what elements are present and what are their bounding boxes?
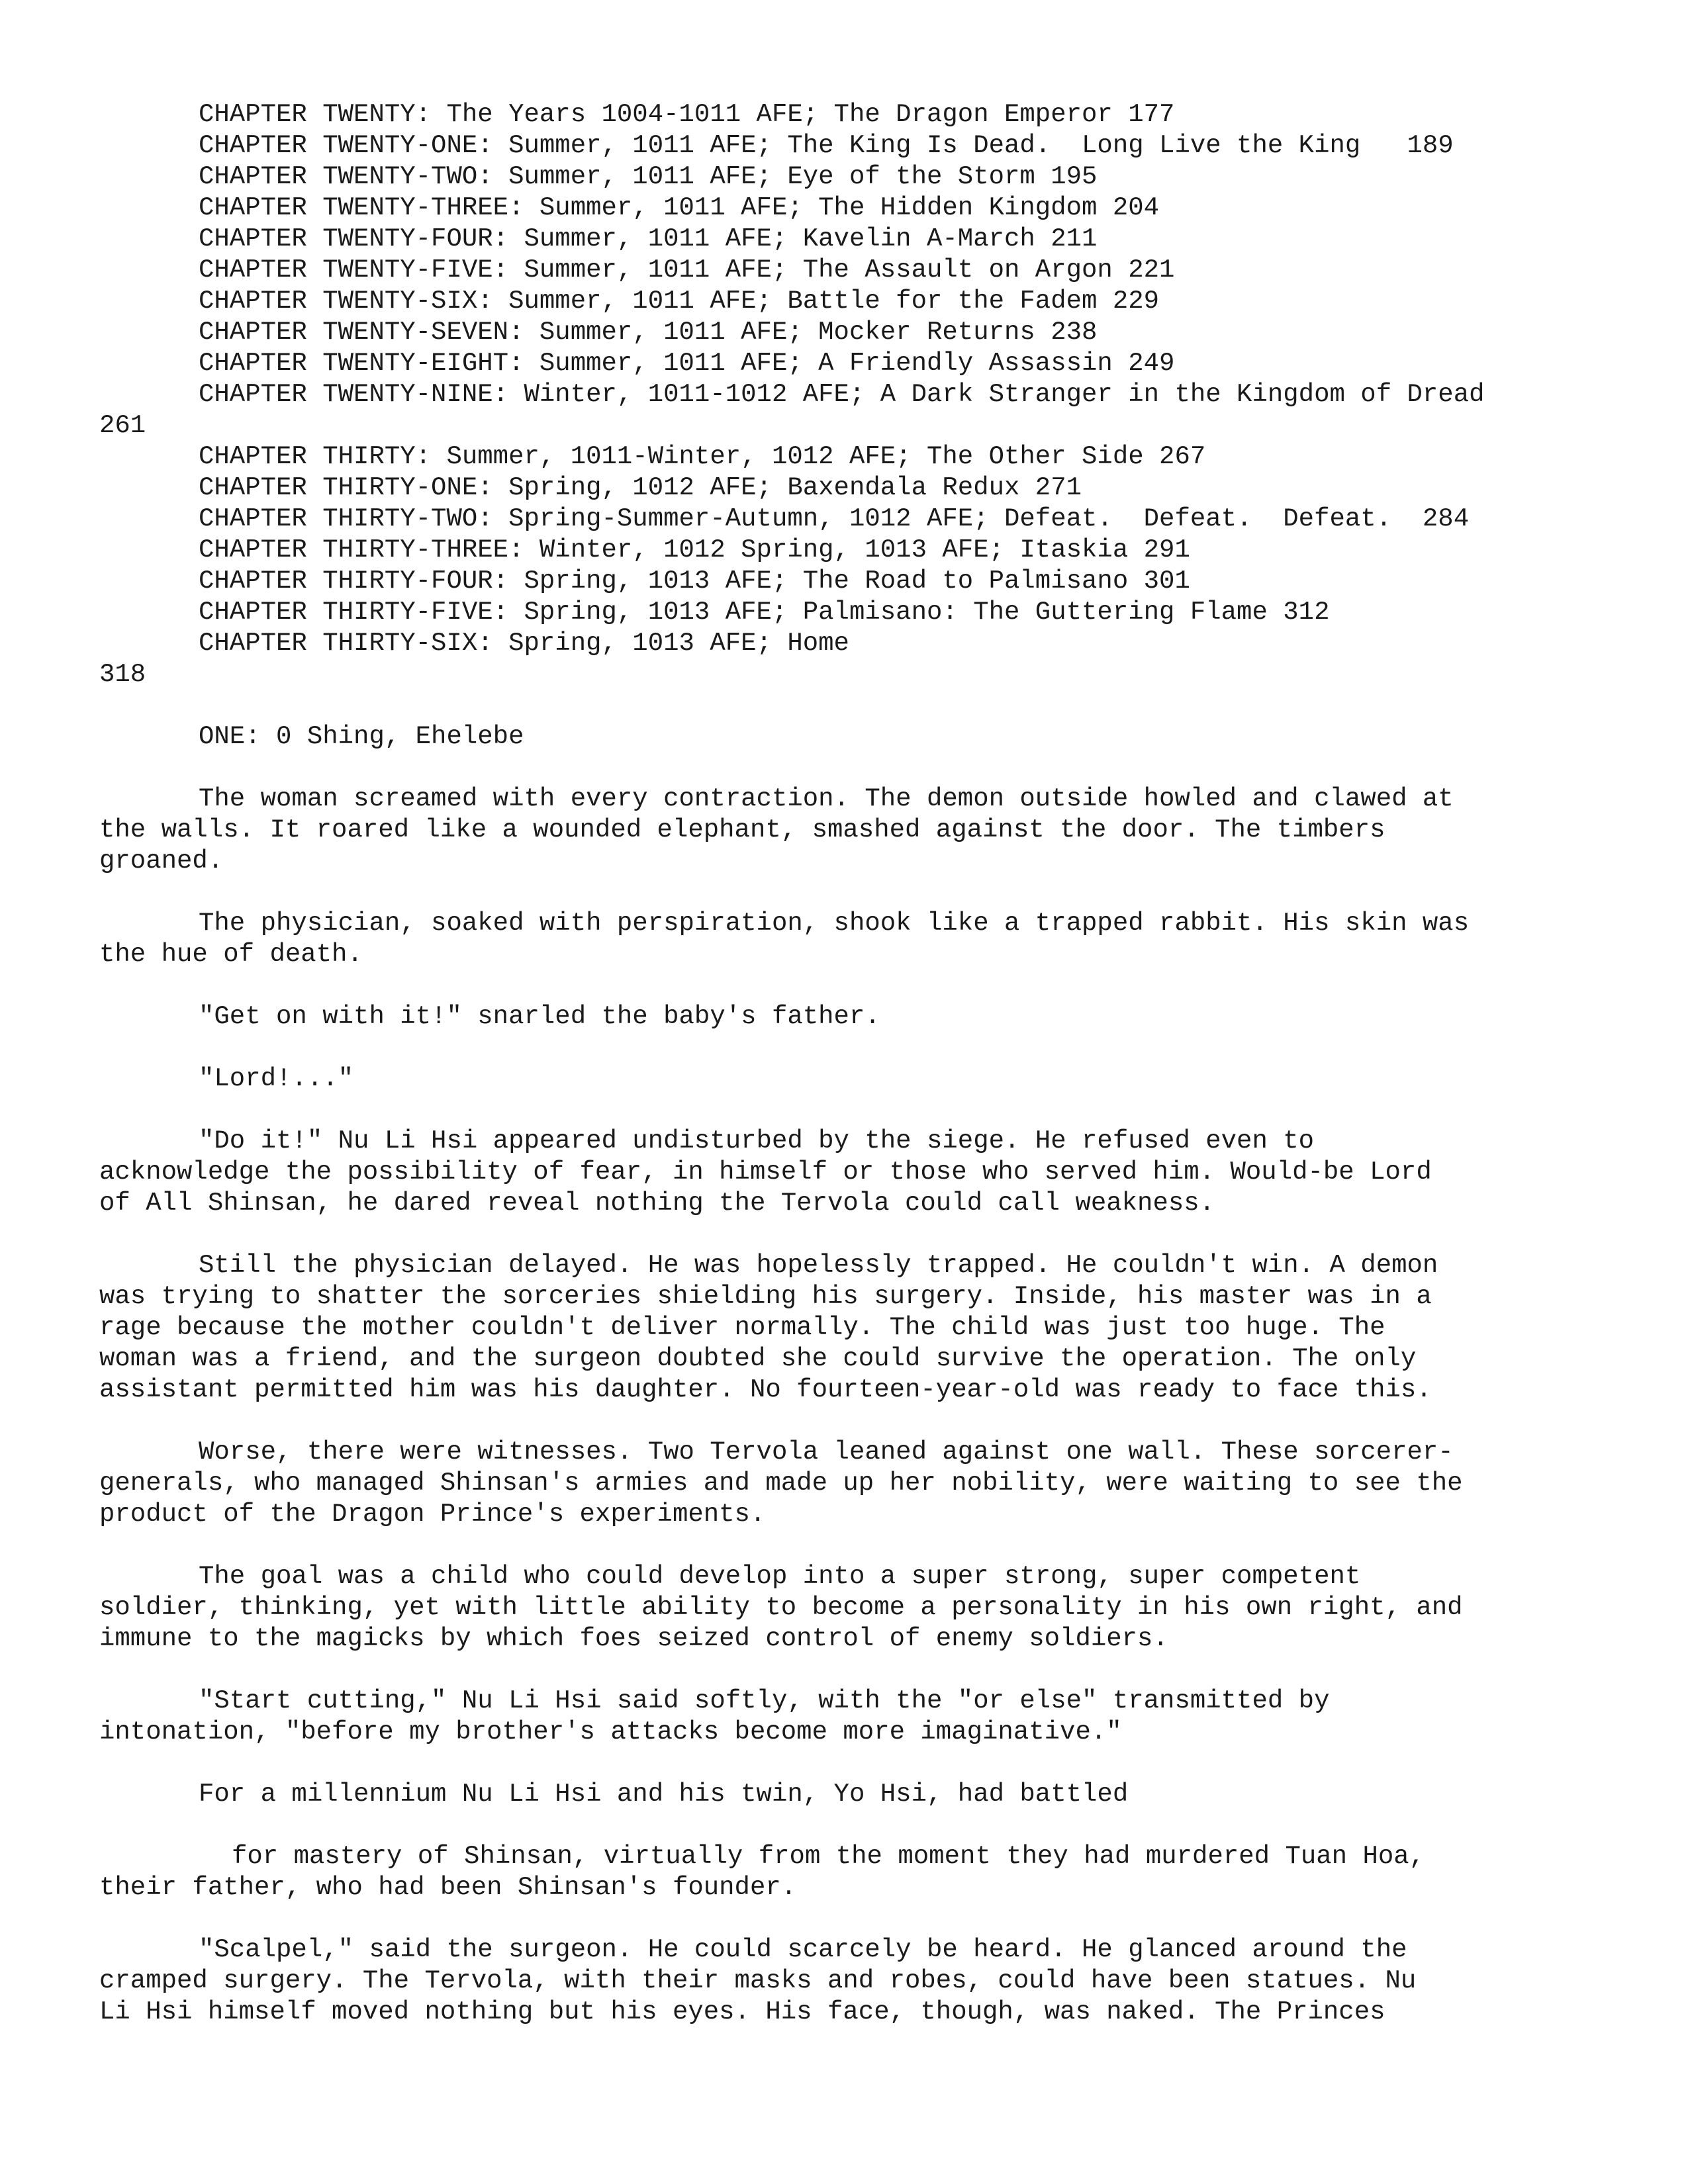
paragraph: For a millennium Nu Li Hsi and his twin, Yo Hsi, had battled [199,1780,1129,1809]
toc-entry: CHAPTER THIRTY-ONE: Spring, 1012 AFE; Baxendala Redux 271 [199,473,1082,502]
paragraph: The physician, soaked with perspiration, shook like a trapped rabbit. His skin was the hue of death. [99,909,1470,969]
table-of-contents [99,99,1622,690]
toc-entry: CHAPTER THIRTY: Summer, 1011-Winter, 1012 AFE; The Other Side 267 [199,442,1206,471]
chapter-heading: ONE: 0 Shing, Ehelebe [199,722,524,751]
toc-entry: CHAPTER THIRTY-SIX: Spring, 1013 AFE; Home [199,629,849,658]
paragraph: The goal was a child who could develop into a super strong, super competent soldier, thinking, yet with little ability to become a personality in his own right, and immune to the magicks by which foes seized control of enemy soldiers. [99,1562,1463,1653]
toc-entry: CHAPTER TWENTY-TWO: Summer, 1011 AFE; Eye of the Storm 195 [199,162,1098,191]
toc-page-number: 261 [99,411,146,440]
toc-entry: CHAPTER TWENTY-NINE: Winter, 1011-1012 AFE; A Dark Stranger in the Kingdom of Dread [199,380,1485,409]
paragraph: The woman screamed with every contraction. The demon outside howled and clawed at the walls. It roared like a wounded elephant, smashed against the door. The timbers groaned. [99,784,1454,876]
toc-entry: CHAPTER THIRTY-THREE: Winter, 1012 Spring, 1013 AFE; Itaskia 291 [199,535,1190,565]
paragraph: Still the physician delayed. He was hopelessly trapped. He couldn't win. A demon was trying to shatter the sorceries shielding his surgery. Inside, his master was in a rage because the mother couldn't deliver normally. The child was just too huge. The woman was a friend, and the surgeon doubted she could survive the operation. The only assistant permitted him was his daughter. No fourteen-year-old was ready to face this. [99,1251,1438,1404]
toc-entry: CHAPTER TWENTY-FOUR: Summer, 1011 AFE; Kavelin A-March 211 [199,224,1098,253]
paragraph: "Lord!..." [199,1064,354,1093]
toc-page-number: 318 [99,660,146,689]
toc-entry: CHAPTER TWENTY-ONE: Summer, 1011 AFE; The King Is Dead. Long Live the King 189 [199,131,1454,160]
paragraph: "Get on with it!" snarled the baby's father. [199,1002,880,1031]
toc-entry: CHAPTER THIRTY-TWO: Spring-Summer-Autumn, 1012 AFE; Defeat. Defeat. Defeat. 284 [199,504,1470,533]
paragraph: "Start cutting," Nu Li Hsi said softly, with the "or else" transmitted by intonation, "before my brother's attacks become more imaginative." [99,1686,1330,1747]
document-page [99,99,1622,2059]
toc-entry: CHAPTER TWENTY-SEVEN: Summer, 1011 AFE; Mocker Returns 238 [199,318,1098,347]
toc-entry: CHAPTER TWENTY: The Years 1004-1011 AFE; The Dragon Emperor 177 [199,100,1175,129]
paragraph: for mastery of Shinsan, virtually from the moment they had murdered Tuan Hoa, their father, who had been Shinsan's founder. [99,1842,1425,1902]
paragraph: "Do it!" Nu Li Hsi appeared undisturbed by the siege. He refused even to acknowledge the possibility of fear, in himself or those who served him. Would-be Lord of All Shinsan, he dared reveal nothing the Tervola could call weakness. [99,1126,1432,1218]
paragraph: Worse, there were witnesses. Two Tervola leaned against one wall. These sorcerer- generals, who managed Shinsan's armies and made up her nobility, were waiting to see the product of the Dragon Prince's experiments. [99,1437,1463,1529]
toc-entry: CHAPTER TWENTY-EIGHT: Summer, 1011 AFE; A Friendly Assassin 249 [199,349,1175,378]
toc-entry: CHAPTER TWENTY-FIVE: Summer, 1011 AFE; The Assault on Argon 221 [199,255,1175,285]
toc-entry: CHAPTER TWENTY-SIX: Summer, 1011 AFE; Battle for the Fadem 229 [199,287,1160,316]
toc-entry: CHAPTER TWENTY-THREE: Summer, 1011 AFE; The Hidden Kingdom 204 [199,193,1160,222]
paragraph: "Scalpel," said the surgeon. He could scarcely be heard. He glanced around the cramped surgery. The Tervola, with their masks and robes, could have been statues. Nu Li Hsi himself moved nothing but his eyes. His face, though, was naked. The Princes [99,1935,1417,2026]
chapter-body [99,784,1622,2028]
toc-entry: CHAPTER THIRTY-FOUR: Spring, 1013 AFE; The Road to Palmisano 301 [199,567,1190,596]
toc-entry: CHAPTER THIRTY-FIVE: Spring, 1013 AFE; Palmisano: The Guttering Flame 312 [199,598,1330,627]
